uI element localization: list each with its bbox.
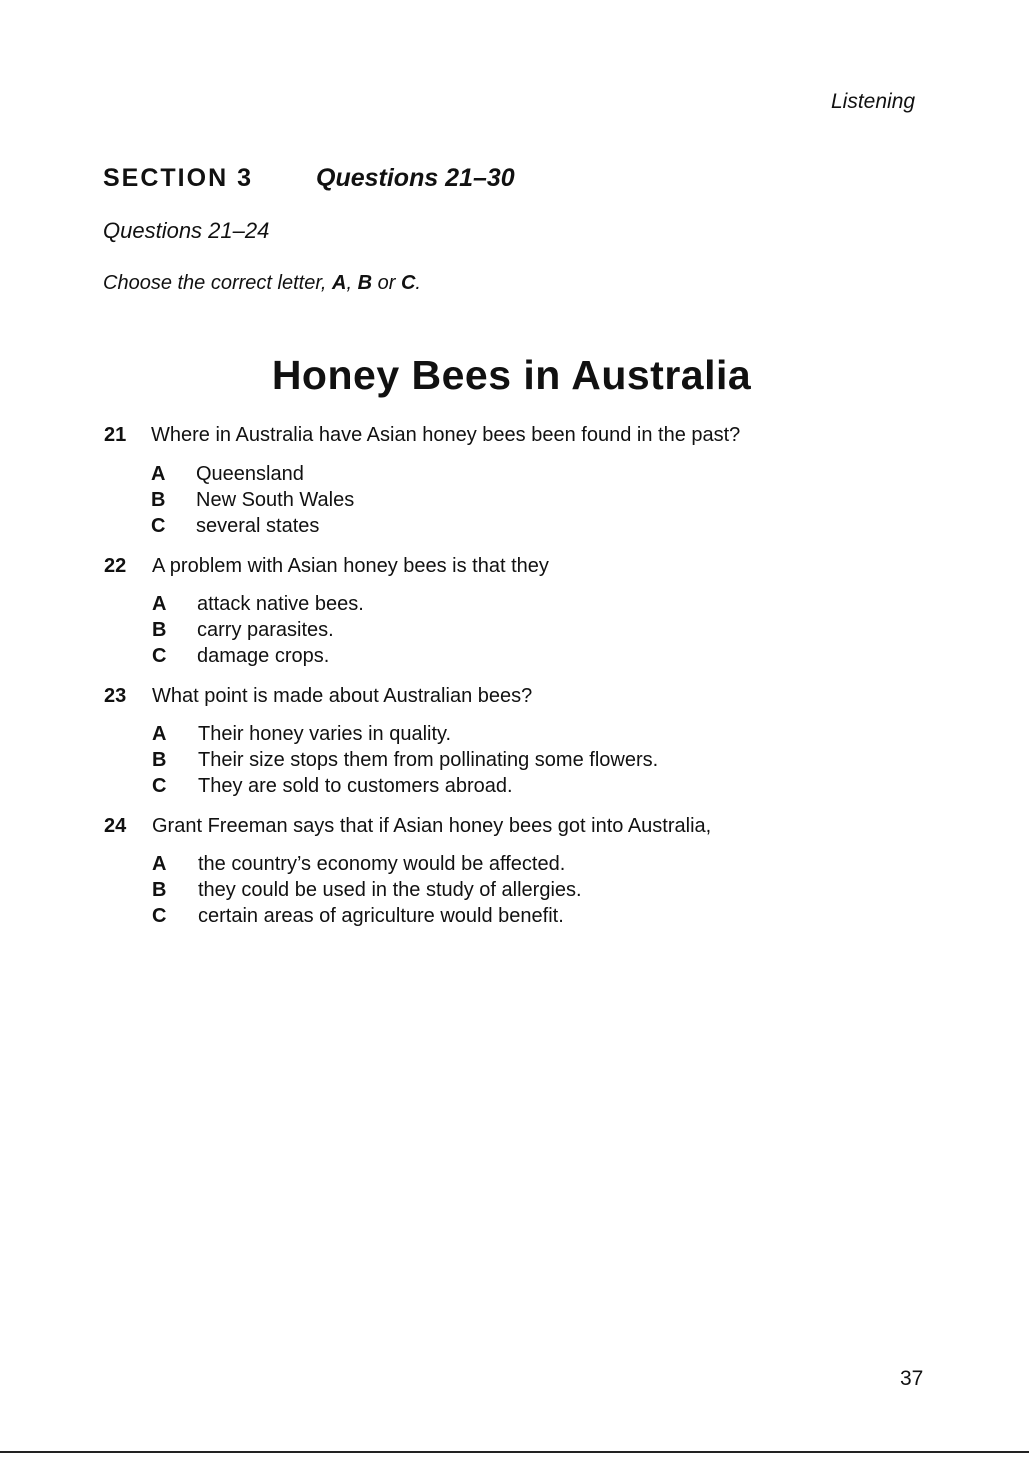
option-letter: C — [152, 905, 167, 927]
question-number: 23 — [104, 685, 127, 707]
option-letter: C — [151, 515, 166, 537]
instruction-letter-a: A — [332, 272, 347, 294]
question-number: 21 — [104, 424, 127, 446]
option-text: several states — [196, 515, 320, 537]
option-text: certain areas of agriculture would benefit. — [198, 905, 564, 927]
question-text: Where in Australia have Asian honey bees been found in the past? — [151, 424, 741, 446]
option-letter: A — [152, 723, 167, 745]
page-number: 37 — [900, 1367, 924, 1390]
option-text: they could be used in the study of allergies. — [198, 879, 582, 901]
instruction-letter-c: C — [400, 272, 416, 294]
option-letter: C — [152, 645, 167, 667]
section-question-range: Questions 21–30 — [316, 164, 515, 192]
option-letter: B — [152, 749, 167, 771]
section-label: SECTION 3 — [103, 164, 253, 192]
instruction: Choose the correct letter, A, B or C. — [103, 272, 421, 294]
option-text: Queensland — [196, 463, 304, 485]
option-text: Their honey varies in quality. — [198, 723, 452, 745]
instruction-or: or — [377, 272, 396, 294]
option-text: Their size stops them from pollinating some flowers. — [198, 749, 659, 771]
option-text: damage crops. — [197, 645, 330, 667]
option-letter: A — [151, 463, 166, 485]
question-number: 22 — [104, 555, 127, 577]
option-text: carry parasites. — [197, 619, 334, 641]
instruction-prefix: Choose the correct letter, — [103, 272, 327, 294]
question-number: 24 — [104, 815, 127, 837]
running-head: Listening — [831, 90, 916, 113]
bottom-rule — [0, 1451, 1029, 1453]
instruction-letter-b: B — [357, 272, 373, 294]
option-letter: B — [152, 879, 167, 901]
page-title — [0, 352, 1029, 399]
option-letter: B — [151, 489, 166, 511]
option-text: New South Wales — [196, 489, 355, 511]
option-text: They are sold to customers abroad. — [198, 775, 513, 797]
question-group-heading: Questions 21–24 — [103, 218, 270, 243]
question-text: Grant Freeman says that if Asian honey bees got into Australia, — [152, 815, 712, 837]
question-text: What point is made about Australian bees? — [152, 685, 533, 707]
question-text: A problem with Asian honey bees is that they — [152, 555, 549, 577]
page-title-text: Honey Bees in Australia — [271, 352, 752, 398]
option-letter: B — [152, 619, 167, 641]
option-letter: A — [152, 593, 167, 615]
option-letter: C — [152, 775, 167, 797]
option-text: the country’s economy would be affected. — [198, 853, 566, 875]
option-letter: A — [152, 853, 167, 875]
option-text: attack native bees. — [197, 593, 364, 615]
